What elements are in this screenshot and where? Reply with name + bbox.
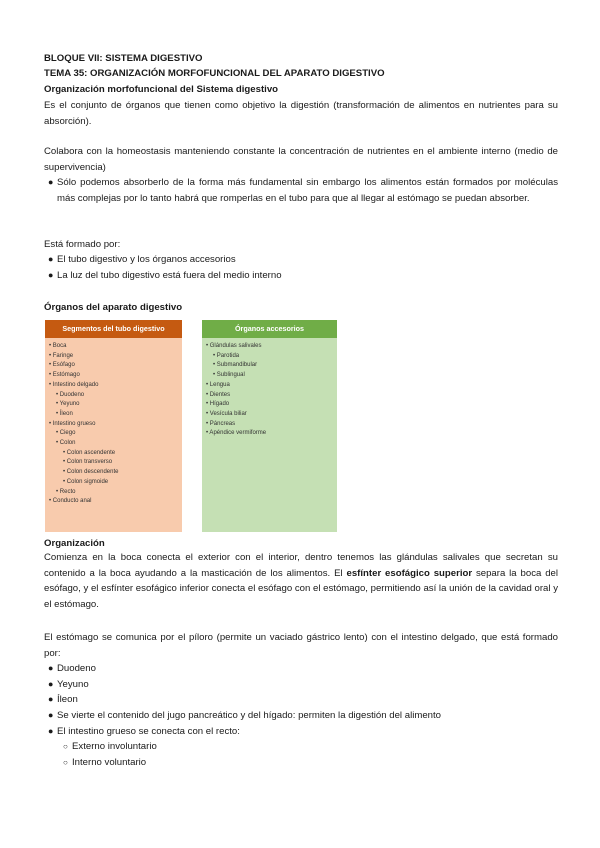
bullet-dot: ● [48,254,54,264]
list-item: • Intestino grueso [49,420,96,427]
list-item: • Boca [49,343,67,349]
bullet-text: Sólo podemos absorberlo de la forma más fundamental sin embargo los alimentos están formados por moléculas más complejas por lo tanto habrá que romperlas en el tubo para que al llegar al estómago se puedan absorber. [57,177,558,204]
list-item: • Hígado [206,401,230,408]
list-item: • Glándulas salivales [206,343,262,349]
list-item: • Colon ascendente [63,449,116,456]
bullet-intestino-grueso [48,724,558,740]
bullet-ileon [48,692,558,708]
bullet-dot: ● [48,679,54,689]
section-heading-organos: Órganos del aparato digestivo [44,302,183,313]
bullet-text: El intestino grueso se conecta con el recto: [57,726,240,737]
bullet-text: Duodeno [57,663,96,674]
section-heading-organizacion: Organización [44,538,105,549]
paragraph-definition: Es el conjunto de órganos que tienen como objetivo la digestión (transformación de alimentos en nutrientes para su absorción). [44,100,558,127]
highlight-esfinter: esfínter esofágico superior [346,567,473,579]
list-item: • Submandibular [213,362,258,369]
list-item: • Colon transverso [63,459,113,466]
list-item: • Ciego [56,430,76,437]
bullet-jugo [48,708,558,724]
bullet-text: Yeyuno [57,679,89,690]
list-item: • Colon descendente [63,469,119,476]
paragraph-part: separa la boca del esófago, y el esfínter esofágico inferior conecta el esófago con el estómago, permitiendo así la unión de la cavidad oral y el estómago. [44,567,558,610]
paragraph-part: Comienza en la boca conecta el exterior con el interior, dentro tenemos las glándulas salivales que secretan su contenido a la boca ayudando a la masticación de los alimentos. El [44,552,558,579]
list-item: • Sublingual [213,372,245,379]
list-item: • Estómago [49,372,80,379]
segments-table-body [45,338,182,532]
paragraph-homeostasis: Colabora con la homeostasis manteniendo constante la concentración de nutrientes en el ambiente interno (medio de supervivencia) [44,146,558,173]
bullet-yeyuno [48,677,558,693]
formed-by-label: Está formado por: [44,239,121,250]
sub-bullet-interno [63,755,146,771]
segments-table-header: Segmentos del tubo digestivo [45,320,182,338]
bullet-formed-2 [48,268,558,284]
list-item: • Colon [56,440,76,447]
bullet-dot: ● [48,177,54,187]
list-item: • Colon sigmoide [63,478,109,485]
accessory-organs-table [202,320,337,532]
sub-bullet-text: Externo involuntario [72,741,157,752]
segments-table [45,320,182,532]
list-item: • Páncreas [206,420,236,427]
bullet-text: El tubo digestivo y los órganos accesorios [57,254,236,265]
bullet-dot: ● [48,663,54,673]
bullet-text: La luz del tubo digestivo está fuera del medio interno [57,270,282,281]
bullet-dot: ● [48,270,54,280]
bullet-text: Íleon [57,694,78,705]
bullet-duodeno [48,661,558,677]
list-item: • Íleon [56,410,73,417]
sub-bullet-text: Interno voluntario [72,757,147,768]
block-title: BLOQUE VII: SISTEMA DIGESTIVO [44,53,203,64]
accessory-table-header: Órganos accesorios [202,320,337,338]
list-item: • Yeyuno [56,401,80,408]
list-item: • Esófago [49,362,75,369]
list-item: • Dientes [206,391,231,398]
list-item: • Recto [56,488,76,495]
list-item: • Duodeno [56,391,85,398]
list-item: • Intestino delgado [49,381,99,388]
list-item: • Apéndice vermiforme [206,430,267,437]
bullet-text: Se vierte el contenido del jugo pancreático y del hígado: permiten la digestión del alimento [57,710,441,721]
bullet-formed-1 [48,252,558,268]
list-item: • Vesícula biliar [206,410,247,417]
sub-bullet-circle: ○ [63,742,68,751]
list-item: • Faringe [49,352,74,359]
paragraph-boca [44,550,558,612]
sub-bullet-externo [63,739,157,755]
bullet-absorption [48,175,558,206]
bullet-dot: ● [48,726,54,736]
list-item: • Conducto anal [49,498,92,505]
paragraph-estomago: El estómago se comunica por el píloro (permite un vaciado gástrico lento) con el intestino delgado, que está formado por: [44,632,558,659]
accessory-table-body [202,338,337,532]
section-heading-organizacion-morfofuncional: Organización morfofuncional del Sistema digestivo [44,84,279,95]
list-item: • Parotida [213,352,240,359]
sub-bullet-circle: ○ [63,758,68,767]
bullet-dot: ● [48,710,54,720]
bullet-dot: ● [48,694,54,704]
topic-title: TEMA 35: ORGANIZACIÓN MORFOFUNCIONAL DEL APARATO DIGESTIVO [44,68,385,79]
list-item: • Lengua [206,381,230,388]
